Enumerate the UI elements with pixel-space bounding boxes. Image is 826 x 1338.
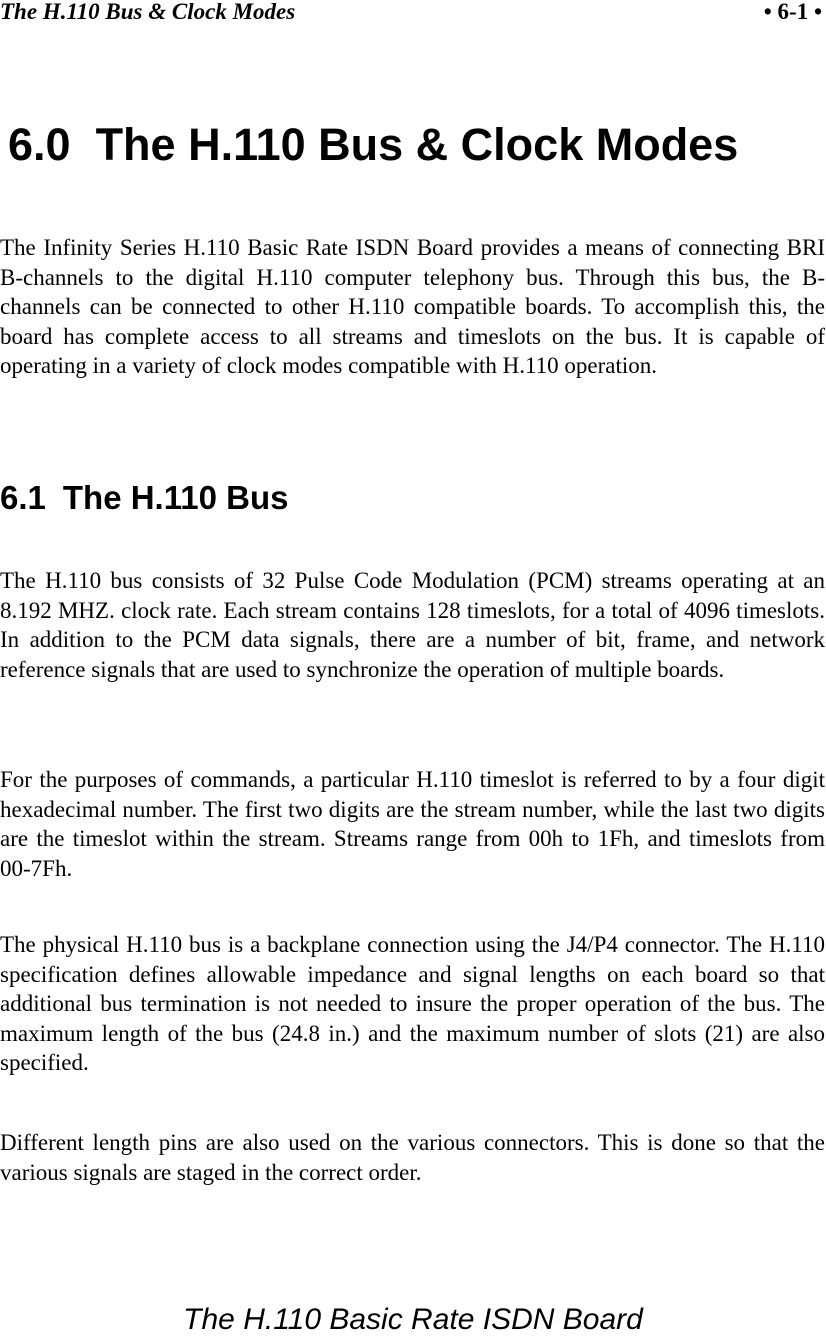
page-footer: The H.110 Basic Rate ISDN Board xyxy=(183,1303,643,1336)
chapter-number: 6.0 xyxy=(8,119,71,170)
section-heading xyxy=(0,477,288,519)
section-title-text: The H.110 Bus xyxy=(62,479,289,516)
body-paragraph-timeslot-addressing: For the purposes of commands, a particular H.110 timeslot is referred to by a four digit hexadecimal number. The first two digits are the stream number, while the last two digits are the timeslot within the stream. Streams range from 00h to 1Fh, and timeslots from 00-7Fh. xyxy=(0,767,825,881)
body-paragraph-physical-bus: The physical H.110 bus is a backplane connection using the J4/P4 connector. The H.110 specification defines allowable impedance and signal lengths on each board so that additional bus termination is not needed to insure the proper operation of the bus. The maximum length of the bus (24.8 in.) and the maximum number of slots (21) are also specified. xyxy=(0,932,825,1075)
body-paragraph-pcm-streams: The H.110 bus consists of 32 Pulse Code Modulation (PCM) streams operating at an 8.192 MHZ. clock rate. Each stream contains 128 timeslots, for a total of 4096 timeslots. In addition to the PCM data signals, there are a number of bit, frame, and network reference signals that are used to synchronize the operation of multiple boards. xyxy=(0,568,825,682)
chapter-heading xyxy=(8,117,738,173)
body-paragraph-connector-pins: Different length pins are also used on the various connectors. This is done so that the various signals are staged in the correct order. xyxy=(0,1130,825,1185)
intro-paragraph: The Infinity Series H.110 Basic Rate ISDN Board provides a means of connecting BRI B-channels to the digital H.110 computer telephony bus. Through this bus, the B-channels can be connected to other H.110 compatible boards. To accomplish this, the board has complete access to all streams and timeslots on the bus. It is capable of operating in a variety of clock modes compatible with H.110 operation. xyxy=(0,235,825,378)
running-header-title: The H.110 Bus & Clock Modes xyxy=(0,0,296,24)
section-number: 6.1 xyxy=(0,479,46,516)
chapter-title-text: The H.110 Bus & Clock Modes xyxy=(95,119,739,170)
page-number: • 6-1 • xyxy=(763,0,822,24)
